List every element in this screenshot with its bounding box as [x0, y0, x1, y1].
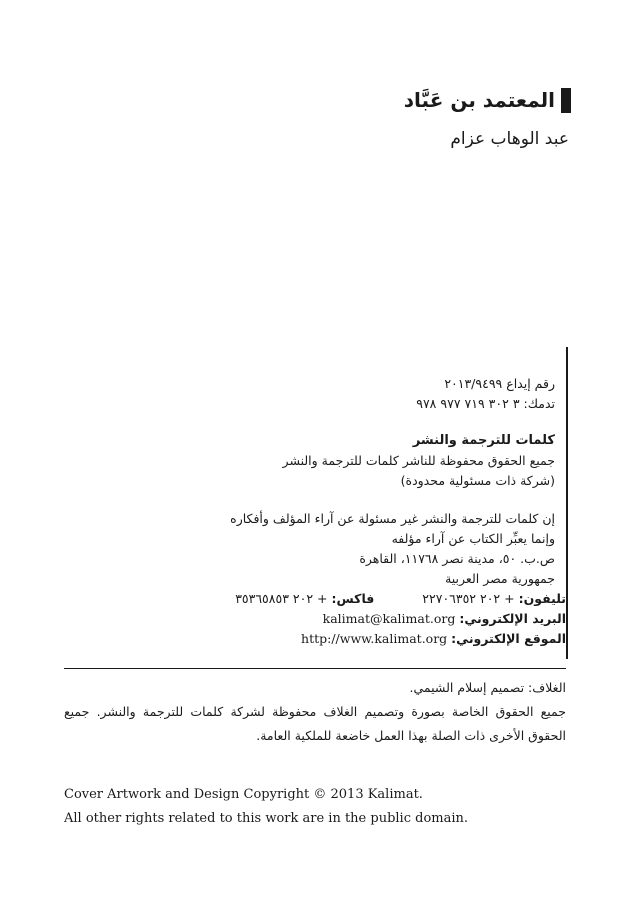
author-name: عبد الوهاب عزام — [450, 129, 569, 149]
phone-fax-row — [86, 589, 566, 609]
cover-credits — [64, 676, 566, 748]
cover-rights-arabic: جميع الحقوق الخاصة بصورة وتصميم الغلاف محفوظة لشركة كلمات للترجمة والنشر. جميع الحقوق الأخرى ذات الصلة بهذا العمل خاضعة للملكية العامة. — [64, 704, 566, 743]
address-line-2: جمهورية مصر العربية — [445, 571, 555, 586]
contact-block — [86, 589, 566, 649]
horizontal-divider — [64, 668, 566, 669]
cover-rights-english — [64, 783, 584, 831]
phone-value: + ٢٠٢ ٢٢٧٠٦٣٥٢ — [422, 591, 515, 606]
book-title: المعتمد بن عَبَّاد — [403, 88, 555, 112]
rights-statement: جميع الحقوق محفوظة للناشر كلمات للترجمة والنشر — [282, 453, 555, 468]
title-marker-bar — [561, 88, 571, 113]
cover-design-credit: الغلاف: تصميم إسلام الشيمي. — [409, 680, 566, 695]
address-line-1: ص.ب. ٥٠، مدينة نصر ١١٧٦٨، القاهرة — [359, 551, 555, 566]
vertical-divider — [566, 347, 568, 659]
disclaimer-line-1: إن كلمات للترجمة والنشر غير مسئولة عن آراء المؤلف وأفكاره — [230, 511, 555, 526]
fax-value: + ٢٠٢ ٣٥٣٦٥٨٥٣ — [235, 591, 328, 606]
disclaimer-line-2: وإنما يعبِّر الكتاب عن آراء مؤلفه — [391, 531, 555, 546]
imprint-block — [95, 374, 555, 414]
publisher-block — [95, 431, 555, 491]
fax-label: فاكس: — [331, 591, 375, 606]
cover-rights-english-line-1: Cover Artwork and Design Copyright © 2013 Kalimat. — [64, 787, 423, 802]
website-row — [86, 629, 566, 649]
deposit-number: رقم إيداع ٢٠١٣/٩٤٩٩ — [444, 376, 555, 391]
phone-label: تليفون: — [518, 591, 566, 606]
publisher-name: كلمات للترجمة والنشر — [412, 433, 555, 448]
company-type: (شركة ذات مسئولية محدودة) — [400, 473, 555, 488]
isbn: تدمك: ٣ ٣٠٢ ٧١٩ ٩٧٧ ٩٧٨ — [416, 396, 555, 411]
email-label: البريد الإلكتروني: — [459, 611, 566, 626]
email-value: kalimat@kalimat.org — [322, 611, 456, 626]
cover-rights-english-line-2: All other rights related to this work are in the public domain. — [64, 811, 469, 826]
website-label: الموقع الإلكتروني: — [451, 631, 566, 646]
website-value: http://www.kalimat.org — [301, 631, 448, 646]
email-row — [86, 609, 566, 629]
disclaimer-block — [95, 509, 555, 589]
